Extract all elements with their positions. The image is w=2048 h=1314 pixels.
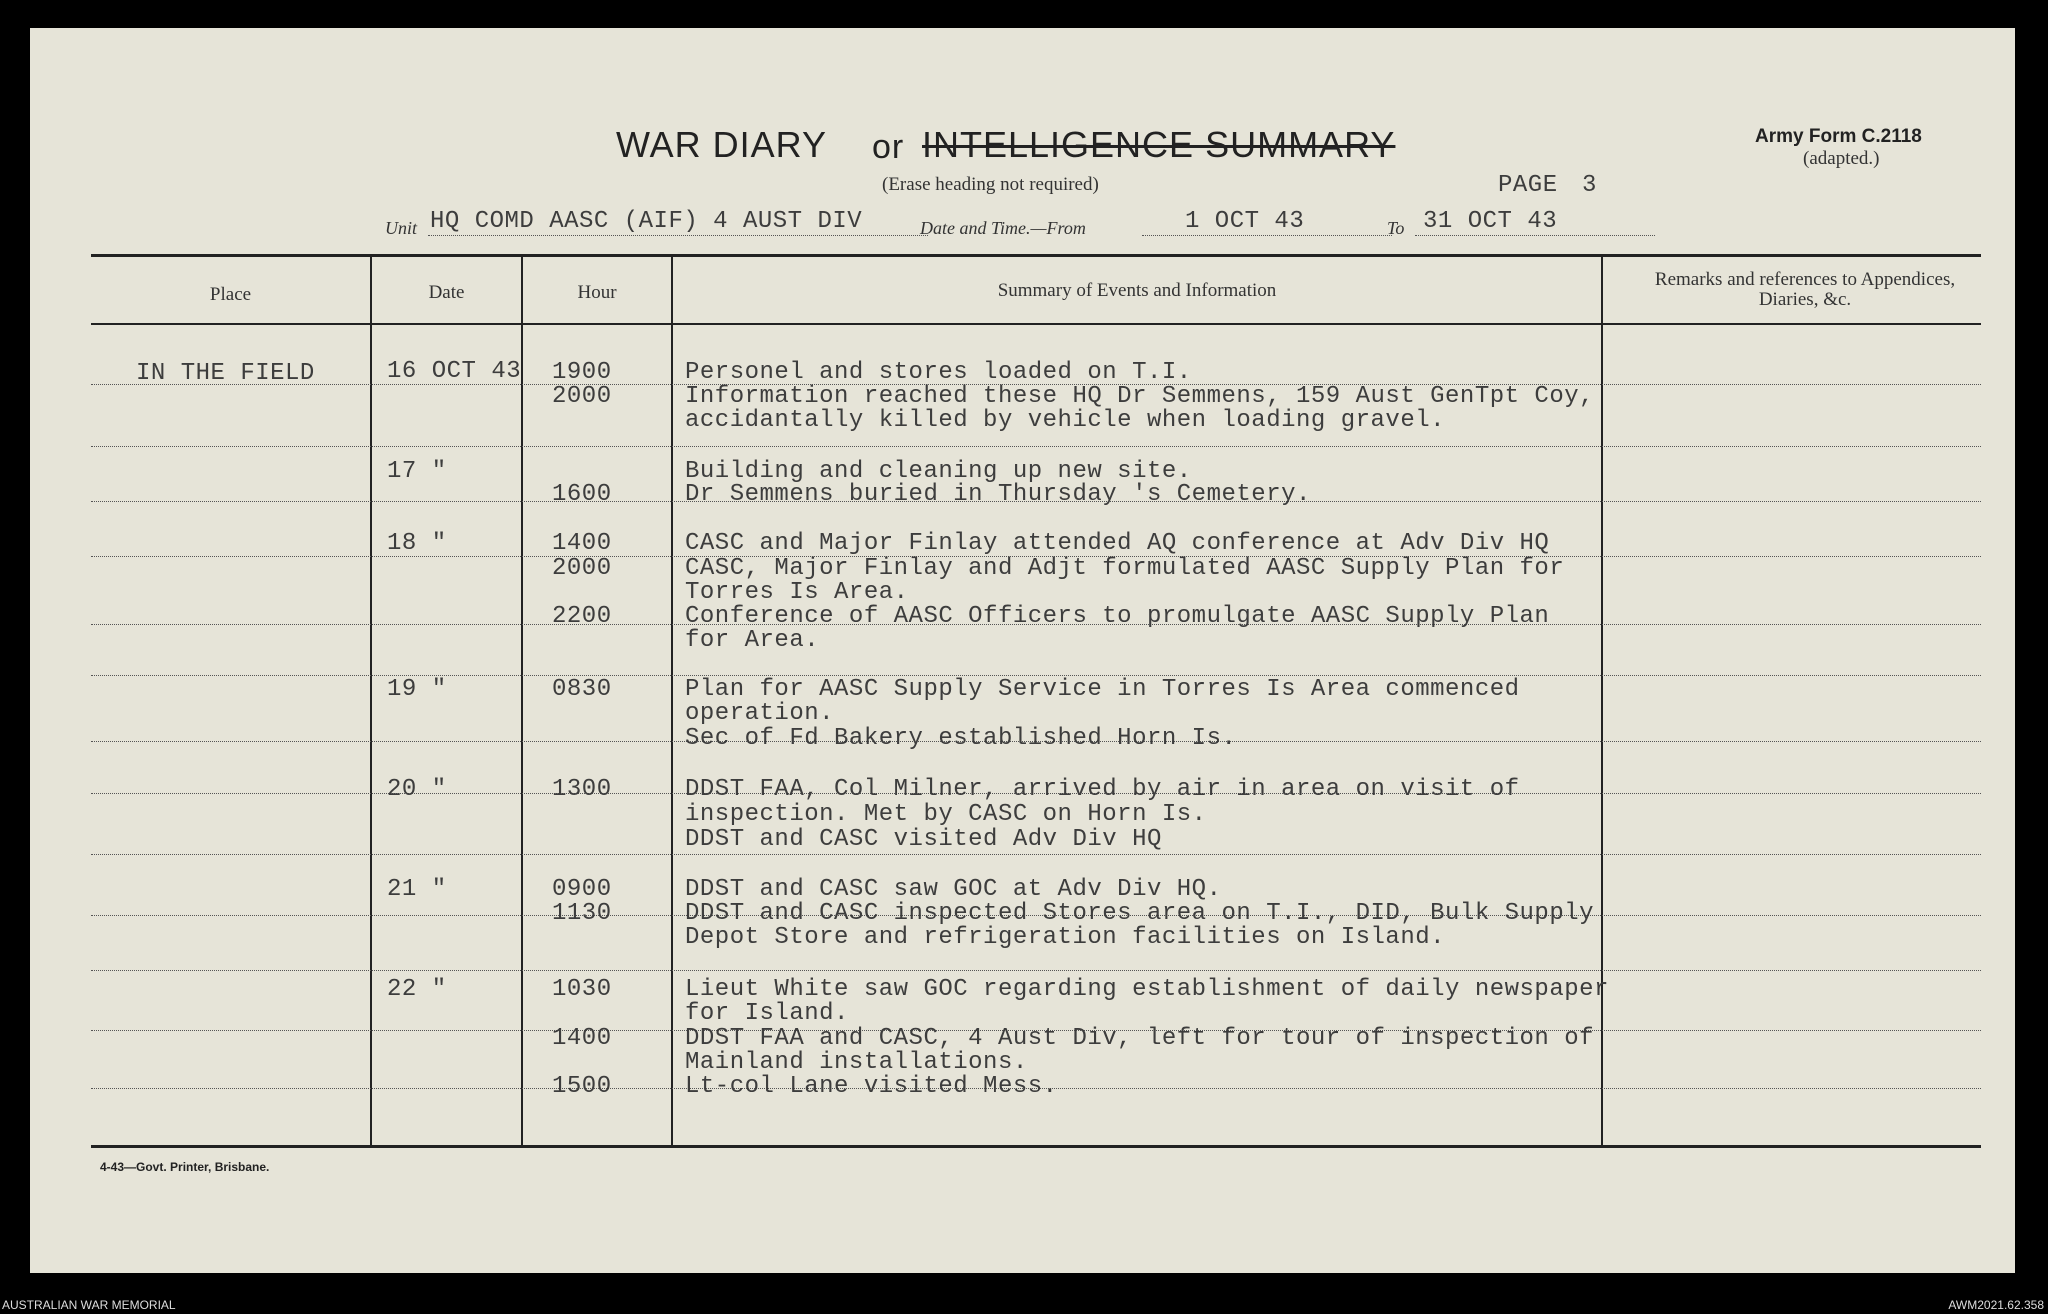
- entry-text: Plan for AASC Supply Service in Torres Is Area commenced: [685, 676, 1520, 703]
- entry-text: for Island.: [685, 1000, 849, 1027]
- column-header-remarks: Remarks and references to Appendices, Diaries, &c.: [1654, 269, 1956, 310]
- entry-hour: 2000: [552, 555, 612, 582]
- entry-hour: 1900: [552, 359, 612, 386]
- to-label: To: [1387, 218, 1405, 238]
- entry-hour: 1130: [552, 900, 612, 927]
- entry-text: operation.: [685, 700, 835, 727]
- entry-text: Lt-col Lane visited Mess.: [685, 1073, 1058, 1100]
- page-number: 3: [1582, 172, 1597, 199]
- entry-text: Conference of AASC Officers to promulgate AASC Supply Plan: [685, 603, 1550, 630]
- entry-hour: 1400: [552, 1025, 612, 1052]
- entry-text: DDST and CASC visited Adv Div HQ: [685, 826, 1162, 853]
- entry-date: 22 ": [387, 976, 447, 1003]
- archive-credit: AUSTRALIAN WAR MEMORIAL: [2, 1298, 176, 1312]
- column-header-summary: Summary of Events and Information: [997, 280, 1277, 301]
- entry-hour: 0830: [552, 676, 612, 703]
- to-dotted-line: [1415, 235, 1655, 236]
- col-divider-summary: [1601, 254, 1603, 1146]
- entry-date: 17 ": [387, 458, 447, 485]
- archive-reference: AWM2021.62.358: [1948, 1298, 2044, 1312]
- table-top-rule: [91, 254, 1981, 257]
- entry-text: Personel and stores loaded on T.I.: [685, 359, 1192, 386]
- entry-hour: 1400: [552, 530, 612, 557]
- adapted-label: (adapted.): [1803, 148, 1880, 169]
- entry-text: Building and cleaning up new site.: [685, 458, 1192, 485]
- entry-text: CASC, Major Finlay and Adjt formulated AASC Supply Plan for: [685, 555, 1565, 582]
- entry-text: Mainland installations.: [685, 1049, 1028, 1076]
- page-label: PAGE: [1498, 172, 1558, 199]
- army-form-label: Army Form C.2118: [1755, 126, 1922, 147]
- entry-hour: 2200: [552, 603, 612, 630]
- entry-text: DDST FAA, Col Milner, arrived by air in area on visit of: [685, 776, 1520, 803]
- entry-text: for Area.: [685, 627, 820, 654]
- entry-hour: 1030: [552, 976, 612, 1003]
- entry-date: 18 ": [387, 530, 447, 557]
- entry-text: accidantally killed by vehicle when loading gravel.: [685, 407, 1446, 434]
- date-time-label: Date and Time.—From: [920, 218, 1086, 238]
- entry-text: DDST and CASC inspected Stores area on T.I., DID, Bulk Supply: [685, 900, 1595, 927]
- from-dotted-line: [1142, 235, 1392, 236]
- column-header-hour: Hour: [577, 282, 617, 303]
- entry-text: Depot Store and refrigeration facilities on Island.: [685, 924, 1446, 951]
- unit-label: Unit: [385, 218, 418, 238]
- printer-imprint: 4-43—Govt. Printer, Brisbane.: [100, 1160, 270, 1174]
- date-to: 31 OCT 43: [1423, 208, 1558, 235]
- col-divider-hour: [671, 254, 673, 1146]
- entry-text: CASC and Major Finlay attended AQ conference at Adv Div HQ: [685, 530, 1550, 557]
- entry-hour: 0900: [552, 876, 612, 903]
- entry-date: 16 OCT 43: [387, 358, 522, 385]
- erase-heading-note: (Erase heading not required): [882, 174, 1099, 195]
- column-header-date: Date: [428, 282, 465, 303]
- entry-hour: 2000: [552, 383, 612, 410]
- entry-date: 19 ": [387, 676, 447, 703]
- entry-text: inspection. Met by CASC on Horn Is.: [685, 801, 1207, 828]
- column-header-place: Place: [209, 284, 252, 305]
- entry-date: 20 ": [387, 776, 447, 803]
- entry-text: Sec of Fd Bakery established Horn Is.: [685, 725, 1237, 752]
- entry-place: IN THE FIELD: [136, 360, 315, 387]
- entry-text: Dr Semmens buried in Thursday 's Cemetery.: [685, 481, 1311, 508]
- diary-sheet: [30, 28, 2015, 1273]
- entry-hour: 1500: [552, 1073, 612, 1100]
- table-header-rule: [91, 323, 1981, 325]
- col-divider-place: [370, 254, 372, 1146]
- unit-value: HQ COMD AASC (AIF) 4 AUST DIV: [430, 208, 863, 235]
- entry-text: Information reached these HQ Dr Semmens, 159 Aust GenTpt Coy,: [685, 383, 1595, 410]
- entry-hour: 1300: [552, 776, 612, 803]
- title-war-diary: WAR DIARY: [616, 124, 828, 165]
- entry-hour: 1600: [552, 481, 612, 508]
- col-divider-date: [521, 254, 523, 1146]
- date-from: 1 OCT 43: [1185, 208, 1305, 235]
- table-bottom-rule: [91, 1145, 1981, 1148]
- title-struck-intelligence-summary: INTELLIGENCE SUMMARY: [922, 124, 1396, 165]
- entry-text: DDST and CASC saw GOC at Adv Div HQ.: [685, 876, 1222, 903]
- title-or: or: [872, 128, 905, 166]
- entry-text: DDST FAA and CASC, 4 Aust Div, left for tour of inspection of: [685, 1025, 1595, 1052]
- entry-date: 21 ": [387, 876, 447, 903]
- entry-text: Torres Is Area.: [685, 579, 909, 606]
- entry-text: Lieut White saw GOC regarding establishment of daily newspaper: [685, 976, 1609, 1003]
- unit-dotted-line: [428, 235, 928, 236]
